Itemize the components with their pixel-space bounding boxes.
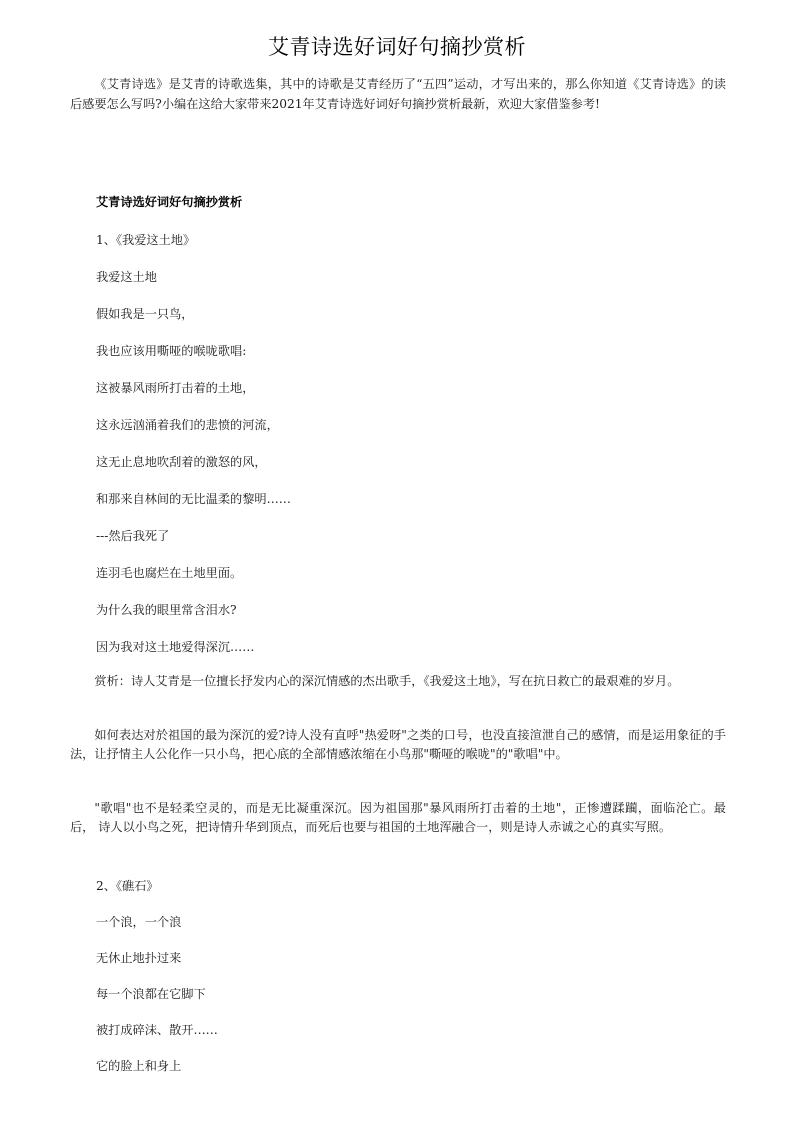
analysis-paragraph: "歌唱"也不是轻柔空灵的，而是无比凝重深沉。因为祖国那"暴风雨所打击着的土地"，正惨遭蹂躏，面临沦亡。最后， 诗人以小鸟之死，把诗情升华到顶点，而死后也要与祖国的土地浑融合一，则是诗人赤诚之心的真实写照。 <box>70 801 726 834</box>
poem-line: 我也应该用嘶哑的喉咙歌唱: <box>96 344 247 358</box>
poem-line: 一个浪，一个浪 <box>96 915 182 929</box>
poem-line: 这永远汹涌着我们的悲愤的河流， <box>96 418 279 432</box>
poem-heading: 1、《我爱这土地》 <box>96 233 196 247</box>
poem-line: ---然后我死了 <box>96 529 170 543</box>
document-title: 艾青诗选好词好句摘抄赏析 <box>268 35 526 59</box>
poem-line: 为什么我的眼里常含泪水? <box>96 603 237 617</box>
poem-line: 这被暴风雨所打击着的土地， <box>96 381 255 395</box>
poem-line: 我爱这土地 <box>96 270 157 284</box>
poem-line: 被打成碎沫、散开…… <box>96 1023 218 1037</box>
poem-line: 无休止地扑过来 <box>96 951 182 965</box>
section-heading: 艾青诗选好词好句摘抄赏析 <box>96 195 243 209</box>
analysis-paragraph: 赏析：诗人艾青是一位擅长抒发内心的深沉情感的杰出歌手，《我爱这土地》，写在抗日救亡的最艰难的岁月。 <box>94 674 680 688</box>
poem-line: 假如我是一只鸟， <box>96 307 194 321</box>
poem-line: 它的脸上和身上 <box>96 1059 182 1073</box>
poem-line: 这无止息地吹刮着的激怒的风， <box>96 455 267 469</box>
poem-line: 因为我对这土地爱得深沉…… <box>96 640 255 654</box>
analysis-paragraph: 如何表达对於祖国的最为深沉的爱?诗人没有直呼"热爱呀"之类的口号，也没直接渲泄自己的感情，而是运用象征的手法，让抒情主人公化作一只小鸟，把心底的全部情感浓缩在小鸟那"嘶哑的喉咙"的"歌唱"中。 <box>70 728 726 761</box>
poem-heading: 2、《礁石》 <box>96 879 159 893</box>
intro-paragraph: 《艾青诗选》是艾青的诗歌选集，其中的诗歌是艾青经历了“五四”运动，才写出来的，那么你知道《艾青诗选》的读后感要怎么写吗?小编在这给大家带来2021年艾青诗选好词好句摘抄赏析最新，欢迎大家借鉴参考! <box>70 77 726 111</box>
poem-line: 连羽毛也腐烂在土地里面。 <box>96 566 243 580</box>
poem-line: 和那来自林间的无比温柔的黎明…… <box>96 492 291 506</box>
poem-line: 每一个浪都在它脚下 <box>96 987 206 1001</box>
